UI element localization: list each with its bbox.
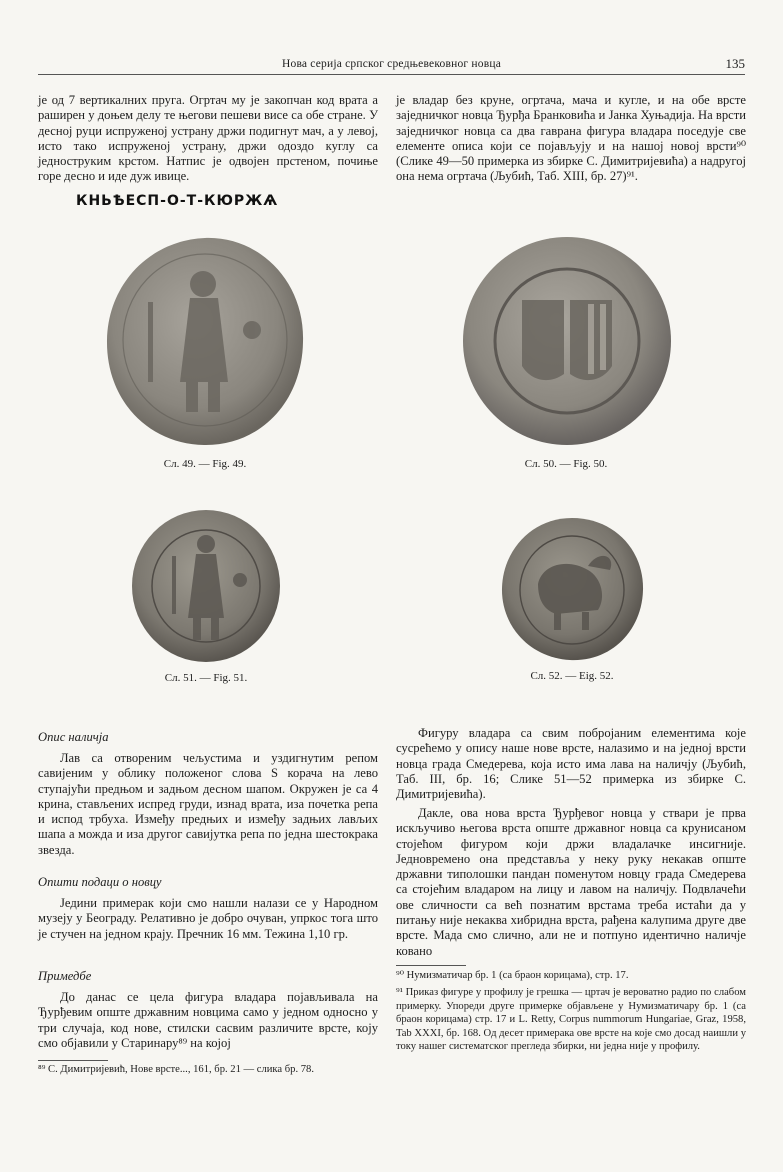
footnote-rule-left: [38, 1060, 108, 1061]
reverse-description-paragraph: Лав са отвореним чељустима и уздигнутим репом савијеним у облику положеног слова S корача на лево ступајући предњом и задњом десном шапом. Окружен је са 4 крина, стављених испред груди, изнад врата, иза почетка репа и испод трбуха. Између предњих и између задњих лављих шапа а можда и иза другог савијутка репа по једна шестокрака звезда.: [38, 751, 378, 857]
general-data-heading: Општи подаци о новцу: [38, 875, 162, 889]
coin-50-image: [460, 234, 674, 448]
reverse-description-heading: Опис наличја: [38, 730, 109, 744]
coin-inscription: КНЬѢЕСП-О-Т-КЮРЖѦ: [76, 193, 279, 209]
caption-fig-50: Сл. 50. — Fig. 50.: [524, 458, 608, 470]
caption-fig-51: Сл. 51. — Fig. 51.: [164, 672, 248, 684]
top-right-paragraph: је владар без круне, огртача, мача и кугле, и на обе врсте заједничког новца Ђурђа Бранковића и Јанка Хуњадија. На врсти заједничког новца са два гаврана фигура владара поседује све елементе описа који се појављују и на нашој новој врсти⁹⁰ (Слике 49—50 примерка из збирке С. Димитријевића) а надругој она нема огртача (Љубић, Таб. XIII, бр. 27)⁹¹.: [396, 93, 746, 184]
page-number: 135: [725, 56, 745, 71]
right-paragraph-1: Фигуру владара са свим побројаним елементима које сусрећемо у опису наше нове врсте, налазимо и на једној врсти новца града Смедерева, која исто има лава на наличју (Љубић, Таб. III, бр. 16; Слике 51—52 примерка из збирке С. Димитријевића).: [396, 726, 746, 802]
coin-49-image: [100, 232, 310, 452]
coin-51-image: [130, 508, 282, 664]
footnote-rule-right: [396, 965, 466, 966]
right-paragraph-2: Дакле, ова нова врста Ђурђевог новца у ствари је прва искључиво његова врста опште државног новца са крунисаном стојећом фигуром који држи владалачке инсигније. Једновремено она представља у неку руку некакав опште државни типолошки пандан поменутом новцу града Смедерева са стојећим владаром на лицу и лавом на наличју. Подвлачећи ове сличности са већ познатим врстама треба истаћи да у питању није некаква хибридна врста, рађена калупима друге две врсте. Мада смо слично, али не и потпуно идентично наличје ковано: [396, 806, 746, 958]
page-header: [38, 56, 745, 75]
footnote-89: ⁸⁹ С. Димитријевић, Нове врсте..., 161, бр. 21 — слика бр. 78.: [38, 1064, 314, 1075]
notes-paragraph: До данас се цела фигура владара појављивала на Ђурђевим опште државним новцима само у једном односно у три случаја, код нове, стилски сасвим различите врсте, коју смо објавили у Старинару⁸⁹ на којој: [38, 990, 378, 1050]
running-title: Нова серија српског средњевековног новца: [281, 58, 501, 70]
footnote-91: ⁹¹ Приказ фигуре у профилу је грешка — цртач је вероватно радио по слабом примерку. Упореди друге примерке објављене у Нумизматичару бр. 1 (са браон корицама) стр. 17 и L. Retty, Corpus nummorum Hungariae, Graz, 1958, Tab XXXI, бр. 168. Од десет примерака ове врсте на које смо досад наишли у току нашег систематског прегледа збирки, ни једна није у профилу.: [396, 987, 746, 1052]
notes-heading: Примедбе: [38, 969, 92, 983]
caption-fig-52: Сл. 52. — Eig. 52.: [530, 670, 614, 682]
general-data-paragraph: Једини примерак који смо нашли налази се у Народном музеју у Београду. Релативно је добро очуван, упркос тога што је стучен на једном крају. Пречник 16 мм. Тежина 1,10 гр.: [38, 896, 378, 941]
top-left-paragraph: је од 7 вертикалних пруга. Огртач му је закопчан код врата а раширен у доњем делу те његови пешеви висе са обе стране. У десној руци испруженој устрану држи подигнут мач, а у левој, исто тако испруженој устрану, држи одоздо куглу са једноструким крстом. Натпис је одвојен прстеном, почиње горе десно и иде дуж ивице.: [38, 93, 378, 184]
coin-52-image: [498, 514, 646, 664]
caption-fig-49: Сл. 49. — Fig. 49.: [163, 458, 247, 470]
footnote-90: ⁹⁰ Нумизматичар бр. 1 (са браон корицама), стр. 17.: [396, 970, 629, 981]
